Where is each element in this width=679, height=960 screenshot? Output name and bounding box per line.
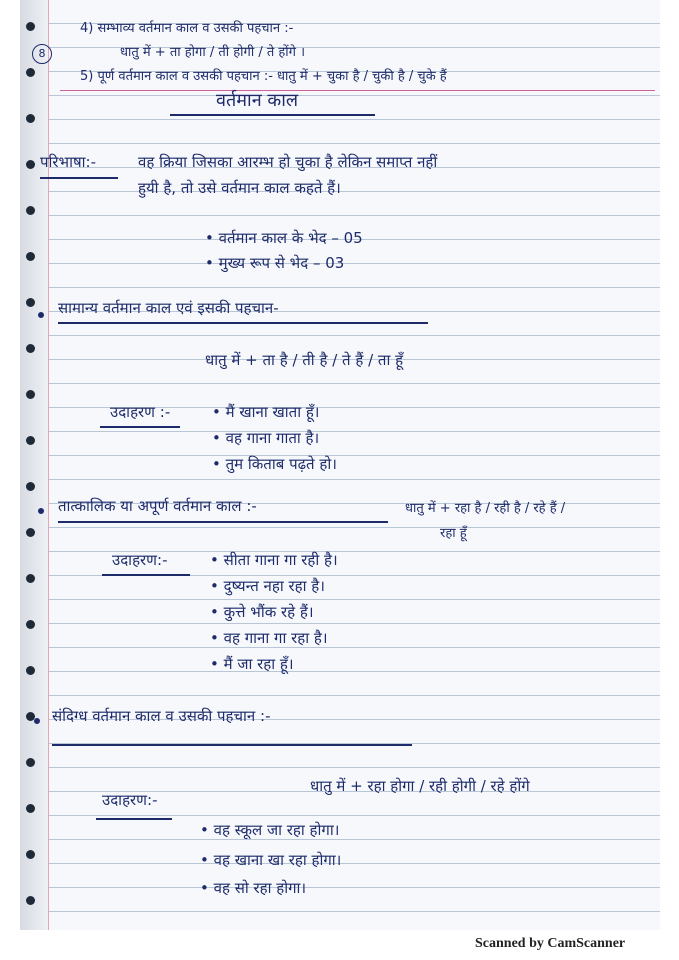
doubtful-present-example-2: • वह खाना खा रहा होगा। bbox=[200, 851, 342, 869]
punch-hole bbox=[26, 574, 35, 583]
doubtful-present-underline bbox=[52, 744, 412, 746]
punch-hole bbox=[26, 344, 35, 353]
page-title: वर्तमान काल bbox=[216, 90, 299, 111]
doubtful-present-example-1: • वह स्कूल जा रहा होगा। bbox=[200, 821, 340, 839]
simple-present-example-2: • वह गाना गाता है। bbox=[212, 429, 320, 447]
punch-hole bbox=[26, 620, 35, 629]
simple-present-example-label: उदाहरण :- bbox=[110, 403, 171, 421]
circled-mark: 8 bbox=[32, 44, 52, 64]
definition-label: परिभाषा:- bbox=[40, 153, 96, 171]
doubtful-present-heading: संदिग्ध वर्तमान काल व उसकी पहचान :- bbox=[52, 707, 271, 725]
punch-hole bbox=[26, 68, 35, 77]
count-line-2: • मुख्य रूप से भेद – 03 bbox=[205, 254, 345, 272]
definition-line-1: वह क्रिया जिसका आरम्भ हो चुका है लेकिन समाप्त नहीं bbox=[138, 153, 438, 171]
punch-hole bbox=[26, 482, 35, 491]
scanner-watermark: Scanned by CamScanner bbox=[475, 936, 626, 951]
punch-hole bbox=[26, 252, 35, 261]
red-rule-line bbox=[60, 90, 655, 91]
punch-hole bbox=[26, 850, 35, 859]
simple-present-heading: सामान्य वर्तमान काल एवं इसकी पहचान- bbox=[58, 299, 279, 317]
header-line-2: धातु में + ता होगा / ती होगी / ते होंगे । bbox=[120, 45, 306, 60]
punch-hole bbox=[26, 804, 35, 813]
example-label-underline bbox=[96, 818, 172, 820]
bullet-dot bbox=[38, 508, 44, 514]
punch-hole bbox=[26, 436, 35, 445]
punch-hole bbox=[26, 22, 35, 31]
punch-hole bbox=[26, 114, 35, 123]
punch-hole bbox=[26, 528, 35, 537]
continuous-present-example-2: • दुष्यन्त नहा रहा है। bbox=[210, 577, 325, 595]
punch-hole bbox=[26, 758, 35, 767]
count-line-1: • वर्तमान काल के भेद – 05 bbox=[205, 229, 363, 247]
continuous-present-example-3: • कुत्ते भौंक रहे हैं। bbox=[210, 603, 314, 621]
simple-present-rule: धातु में + ता है / ती है / ते हैं / ता हूँ bbox=[205, 351, 404, 369]
definition-line-2: हुयी है, तो उसे वर्तमान काल कहते हैं। bbox=[138, 179, 341, 197]
continuous-present-example-label: उदाहरण:- bbox=[112, 551, 168, 569]
header-line-1: 4) सम्भाव्य वर्तमान काल व उसकी पहचान :- bbox=[80, 21, 294, 36]
definition-underline bbox=[40, 177, 118, 179]
doubtful-present-example-3: • वह सो रहा होगा। bbox=[200, 879, 307, 897]
notebook-page bbox=[20, 0, 660, 930]
notebook-spine bbox=[20, 0, 48, 930]
punch-hole bbox=[26, 206, 35, 215]
margin-line bbox=[48, 0, 49, 930]
header-line-3: 5) पूर्ण वर्तमान काल व उसकी पहचान :- धातु में + चुका है / चुकी है / चुके हैं bbox=[80, 69, 447, 84]
punch-hole bbox=[26, 390, 35, 399]
example-label-underline bbox=[100, 426, 180, 428]
continuous-present-rule-2: रहा हूँ bbox=[440, 526, 467, 541]
punch-hole bbox=[26, 896, 35, 905]
example-label-underline bbox=[102, 574, 190, 576]
doubtful-present-rule: धातु में + रहा होगा / रही होगी / रहे होंगे bbox=[310, 777, 530, 795]
continuous-present-heading: तात्कालिक या अपूर्ण वर्तमान काल :- bbox=[58, 497, 257, 515]
continuous-present-underline bbox=[58, 521, 388, 523]
continuous-present-example-5: • मैं जा रहा हूँ। bbox=[210, 655, 294, 673]
punch-hole bbox=[26, 298, 35, 307]
doubtful-present-example-label: उदाहरण:- bbox=[102, 791, 158, 809]
punch-hole bbox=[26, 666, 35, 675]
title-underline bbox=[170, 114, 375, 116]
continuous-present-rule-1: धातु में + रहा है / रही है / रहे हैं / bbox=[405, 501, 566, 516]
bullet-dot bbox=[38, 312, 44, 318]
continuous-present-example-4: • वह गाना गा रहा है। bbox=[210, 629, 328, 647]
simple-present-underline bbox=[58, 322, 428, 324]
bullet-dot bbox=[34, 718, 40, 724]
continuous-present-example-1: • सीता गाना गा रही है। bbox=[210, 551, 338, 569]
simple-present-example-1: • मैं खाना खाता हूँ। bbox=[212, 403, 320, 421]
simple-present-example-3: • तुम किताब पढ़ते हो। bbox=[212, 455, 337, 473]
punch-hole bbox=[26, 160, 35, 169]
